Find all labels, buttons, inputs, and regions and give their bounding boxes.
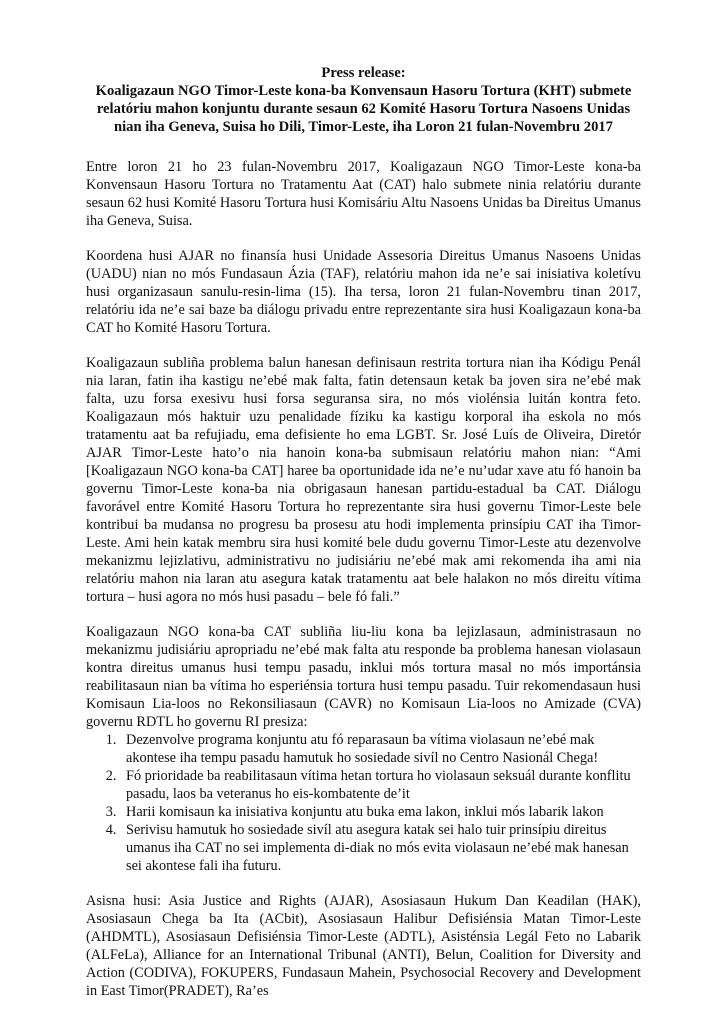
recommendation-item: 3. Harii komisaun ka inisiativa konjuntu atu buka ema lakon, inklui mós labarik lakon	[120, 803, 641, 821]
paragraph-coordination: Koordena husi AJAR no finansía husi Unidade Assesoria Direitus Umanus Nasoens Unidas (UADU) nian no mós Fundasaun Ázia (TAF), relatóriu mahon ida ne’e sai inisiativa koletívu husi organizasaun sanulu-resin-lima (15). Iha tersa, loron 21 fulan-Novembru tinan 2017, relatóriu ida ne’e sai baze ba diálogu privadu entre reprezentante sira husi Koaligazaun kona-ba CAT ho Komité Hasoru Tortura.	[86, 248, 641, 336]
document-page	[86, 64, 641, 1017]
recommendation-item: 1. Dezenvolve programa konjuntu atu fó reparasaun ba vítima violasaun ne’ebé mak akontese iha tempu pasadu hamutuk ho sosiedade sivíl no Centro Nasionál Chega!	[120, 731, 641, 767]
press-release-header	[86, 64, 641, 136]
paragraph-intro: Entre loron 21 ho 23 fulan-Novembru 2017, Koaligazaun NGO Timor-Leste kona-ba Konvensaun Hasoru Tortura no Tratamentu Aat (CAT) halo submete ninia relatóriu durante sesaun 62 husi Komité Hasoru Tortura husi Komisáriu Altu Nasoens Unidas ba Direitus Umanus iha Geneva, Suisa.	[86, 159, 641, 229]
paragraph-past-violations: Koaligazaun NGO kona-ba CAT subliña liu-liu kona ba lejizlasaun, administrasaun no mekanizmu judisiáriu apropriadu ne’ebé mak falta atu responde ba problema hanesan violasaun kontra direitus umanus husi tempu pasadu, inklui mós tortura masal no mós importánsia reabilitasaun nian ba vítima ho esperiénsia tortura husi tempu pasadu. Tuir rekomendasaun husi Komisaun Lia-loos no Rekonsiliasaun (CAVR) no Komisaun Lia-loos no Amizade (CVA) governu RDTL ho governu RI presiza:	[86, 624, 641, 730]
document-subtitle: Koaligazaun NGO Timor-Leste kona-ba Konvensaun Hasoru Tortura (KHT) submete relatóriu mahon konjuntu durante sesaun 62 Komité Hasoru Tortura Nasoens Unidas nian iha Geneva, Suisa ho Dili, Timor-Leste, iha Loron 21 fulan-Novembru 2017	[95, 83, 632, 135]
recommendation-item: 2. Fó prioridade ba reabilitasaun vítima hetan tortura ho violasaun seksuál durante konflitu pasadu, laos ba veteranus ho eis-kombatente de’it	[120, 767, 641, 803]
recommendation-item: 4. Serivisu hamutuk ho sosiedade sivíl atu asegura katak sei halo tuir prinsípiu direitus umanus iha CAT no sei implementa di-diak no mós evita violasaun ne’ebé mak hanesan sei akontese fali iha futuru.	[120, 821, 641, 875]
recommendations-list	[86, 731, 641, 875]
paragraph-problems-quote: Koaligazaun subliña problema balun hanesan definisaun restrita tortura nian iha Kódigu Penál nia laran, fatin iha kastigu ne’ebé mak falta, fatin detensaun ketak ba joven sira ne’ebé mak falta, uzu forsa exesivu husi forsa seguransa sira, no mós violénsia luitán kontra feto. Koaligazaun mós haktuir uzu penalidade fíziku ka kastigu korporal iha eskola no mós tratamentu aat ba refujiadu, ema defisiente ho ema LGBT. Sr. José Luís de Oliveira, Diretór AJAR Timor-Leste hato’o nia hanoin kona-ba submisaun relatóriu mahon nian: “Ami [Koaligazaun NGO kona-ba CAT] haree ba oportunidade ida ne’e nu’udar xave atu fó hanoin ba governu Timor-Leste kona-ba nia obrigasaun hanesan partidu-estadual ba CAT. Diálogu favorável entre Komité Hasoru Tortura ho reprezentante sira husi governu Timor-Leste bele kontribui ba mudansa no progresu ba prosesu atu hodi implementa prinsípiu CAT iha Timor-Leste. Ami hein katak membru sira husi komité bele dudu governu Timor-Leste atu dezenvolve mekanizmu lejizlativu, administrativu no judisiáriu ne’ebé mak ami rekomenda iha ami nia relatóriu mahon nia laran atu asegura katak tratamentu aat bele halakon no mós direitu vítima tortura – husi agora no mós husi pasadu – bele fó fali.”	[86, 355, 641, 605]
paragraph-signatories: Asisna husi: Asia Justice and Rights (AJAR), Asosiasaun Hukum Dan Keadilan (HAK), Asosiasaun Chega ba Ita (ACbit), Asosiasaun Halibur Defisiénsia Matan Timor-Leste (AHDMTL), Asosiasaun Defisiénsia Timor-Leste (ADTL), Asisténsia Legál Feto no Labarik (ALFeLa), Alliance for an International Tribunal (ANTI), Belun, Coalition for Diversity and Action (CODIVA), FOKUPERS, Fundasaun Mahein, Psychosocial Recovery and Development in East Timor(PRADET), Ra’es	[86, 893, 641, 999]
document-title: Press release:	[321, 65, 406, 81]
